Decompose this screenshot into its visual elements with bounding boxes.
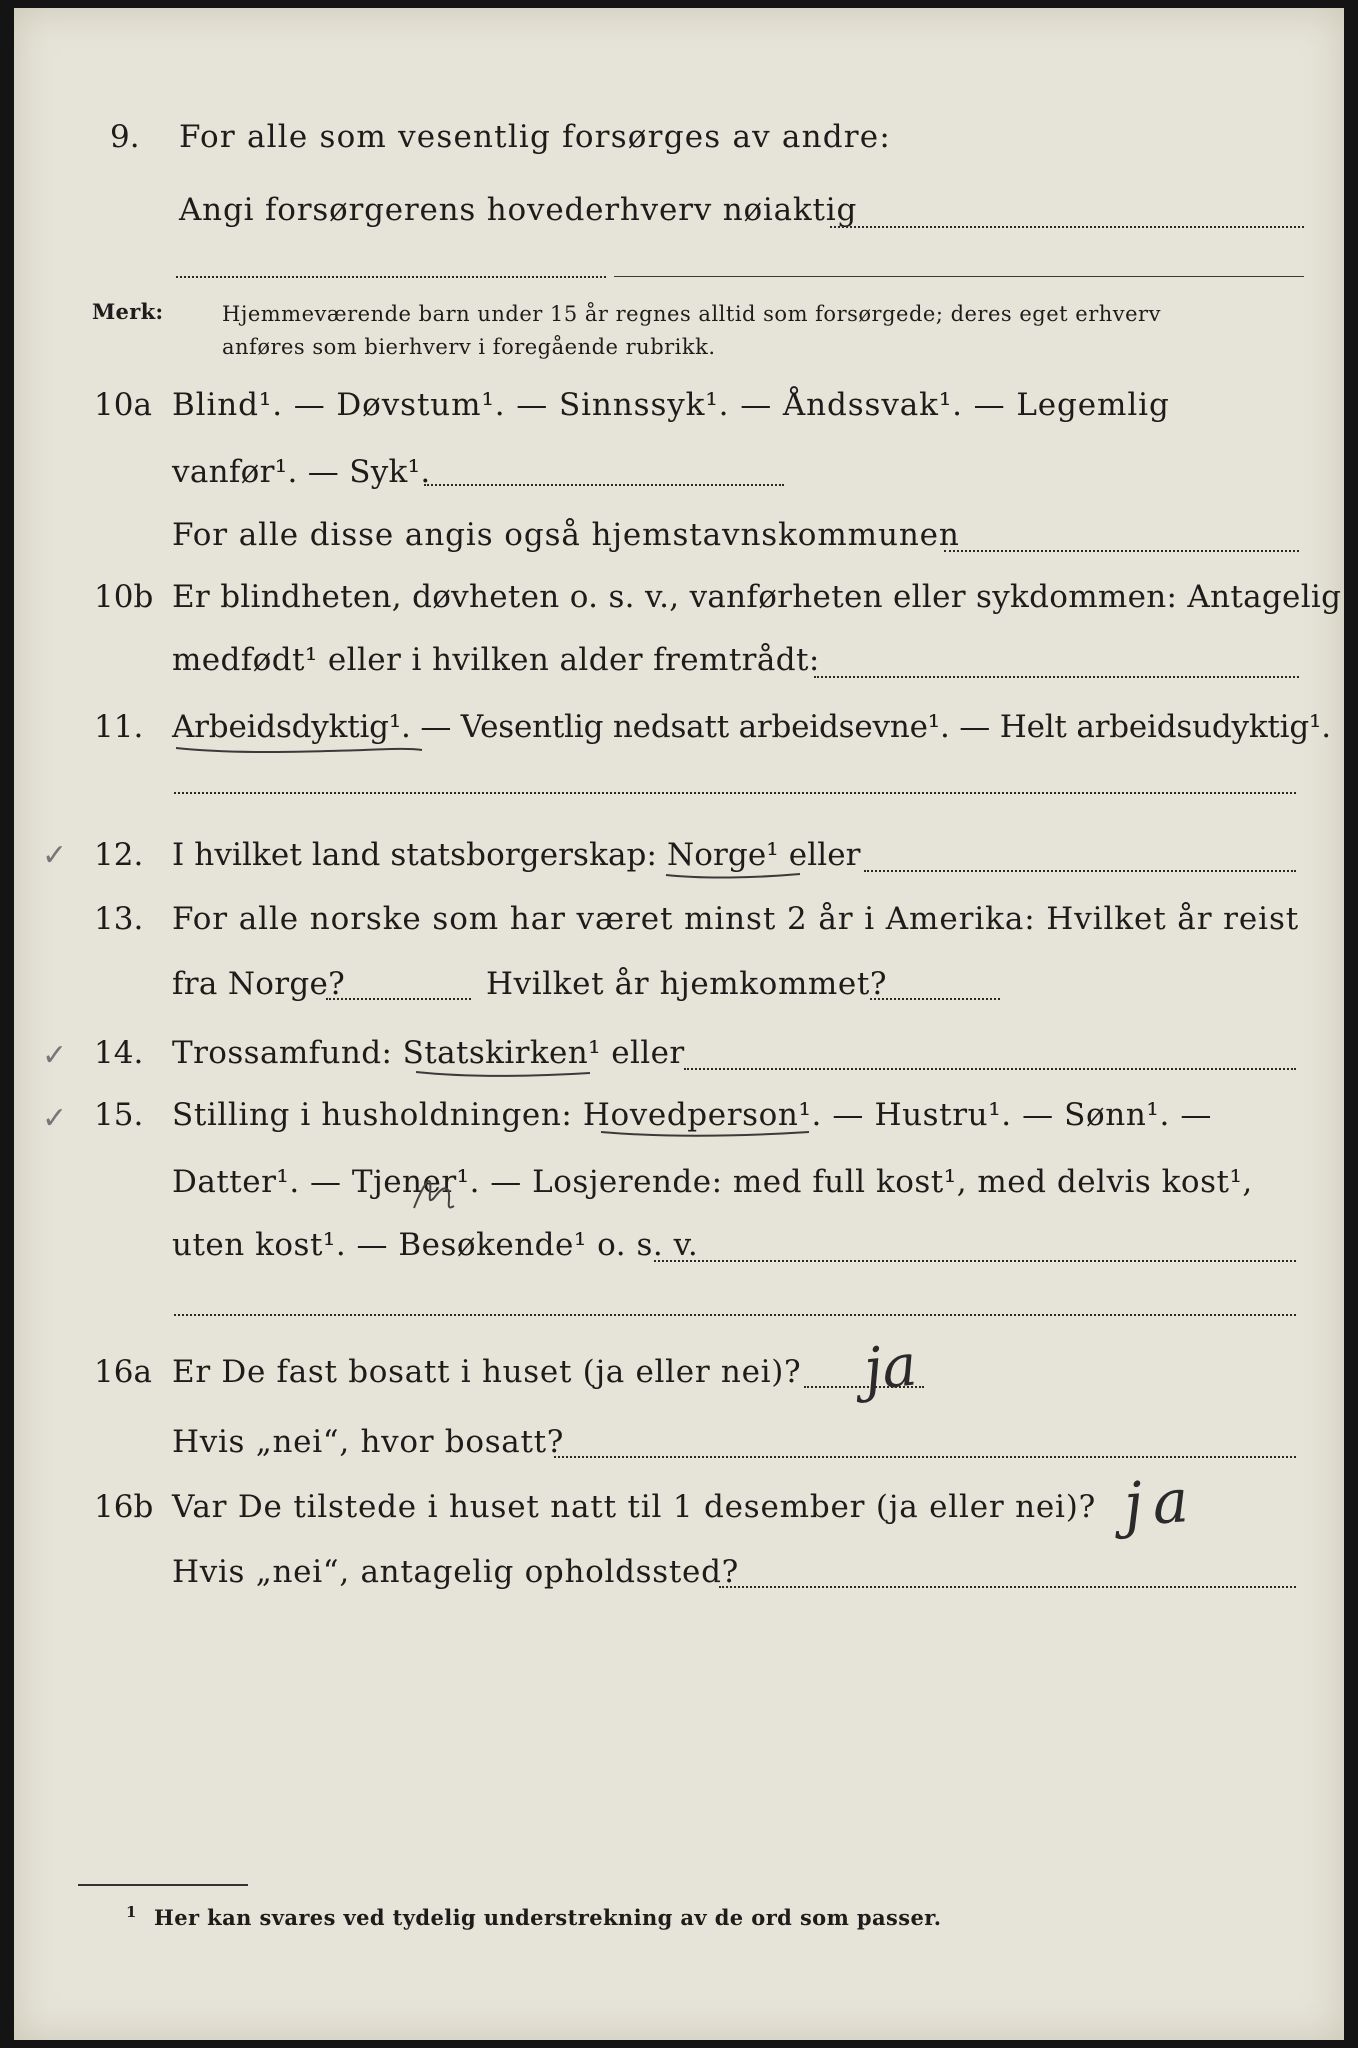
q13-line2b: Hvilket år hjemkommet? bbox=[486, 966, 888, 1002]
q15-answer-line-2[interactable] bbox=[174, 1314, 1296, 1316]
q16b-handwritten-answer: ja bbox=[1121, 1465, 1201, 1541]
q15-margin-check-icon: ✓ bbox=[42, 1101, 68, 1136]
q11-number: 11. bbox=[94, 709, 144, 745]
q11-answer-line[interactable] bbox=[174, 792, 1296, 794]
q9-answer-line[interactable] bbox=[830, 226, 1304, 228]
q13-line1: For alle norske som har været minst 2 år i Amerika: Hvilket år reist bbox=[172, 901, 1300, 937]
q10a-line3: For alle disse angis også hjemstavnskommunen bbox=[172, 517, 960, 553]
q13-line2a: fra Norge? bbox=[172, 966, 346, 1002]
q10b-line1: Er blindheten, døvheten o. s. v., vanførheten eller sykdommen: Antagelig bbox=[172, 579, 1342, 615]
footnote-rule bbox=[78, 1884, 248, 1886]
q16a-line1: Er De fast bosatt i huset (ja eller nei)? bbox=[172, 1354, 802, 1390]
q12-answer-line[interactable] bbox=[864, 870, 1296, 872]
q16b-line2: Hvis „nei“, antagelig opholdssted? bbox=[172, 1554, 739, 1590]
q14-text: Trossamfund: Statskirken¹ eller bbox=[172, 1035, 685, 1071]
merk-line2: anføres som bierhverv i foregående rubrikk. bbox=[222, 335, 716, 359]
q9-line2: Angi forsørgerens hovederhverv nøiaktig bbox=[179, 192, 858, 228]
q9-answer-line-2a[interactable] bbox=[176, 276, 606, 278]
q13-hjem-answer-line[interactable] bbox=[870, 998, 1000, 1000]
q14-number: 14. bbox=[94, 1035, 144, 1071]
q10a-line2: vanfør¹. — Syk¹. bbox=[172, 454, 431, 490]
q14-statskirken-underline bbox=[414, 1066, 594, 1080]
q12-number: 12. bbox=[94, 837, 144, 873]
q10a-number: 10a bbox=[94, 387, 152, 423]
footnote-mark: 1 bbox=[126, 1903, 137, 1921]
q16a-line2: Hvis „nei“, hvor bosatt? bbox=[172, 1424, 565, 1460]
q16b-line1: Var De tilstede i huset natt til 1 desember (ja eller nei)? bbox=[172, 1489, 1097, 1525]
census-form-page bbox=[14, 8, 1344, 2040]
q15-answer-line[interactable] bbox=[654, 1260, 1296, 1262]
merk-label: Merk: bbox=[92, 299, 164, 324]
q13-reist-answer-line[interactable] bbox=[326, 998, 471, 1000]
q15-line1: Stilling i husholdningen: Hovedperson¹. — Hustru¹. — Sønn¹. — bbox=[172, 1097, 1212, 1133]
q11-text: Arbeidsdyktig¹. — Vesentlig nedsatt arbeidsevne¹. — Helt arbeidsudyktig¹. bbox=[172, 709, 1331, 745]
q10a-answer-line[interactable] bbox=[944, 550, 1299, 552]
q15-line3: uten kost¹. — Besøkende¹ o. s. v. bbox=[172, 1227, 699, 1263]
q12-norge-underline bbox=[664, 868, 804, 882]
q15-hovedperson-underline bbox=[599, 1126, 814, 1140]
q15-line2: Datter¹. — Tjener¹. — Losjerende: med full kost¹, med delvis kost¹, bbox=[172, 1164, 1253, 1200]
q15-number: 15. bbox=[94, 1097, 144, 1133]
q10b-line2: medfødt¹ eller i hvilken alder fremtrådt: bbox=[172, 642, 820, 678]
q16a-number: 16a bbox=[94, 1354, 152, 1390]
merk-line1: Hjemmeværende barn under 15 år regnes alltid som forsørgede; deres eget erhverv bbox=[222, 302, 1161, 326]
q10b-number: 10b bbox=[94, 579, 154, 615]
q12-margin-check-icon: ✓ bbox=[42, 838, 68, 873]
q10a-line1: Blind¹. — Døvstum¹. — Sinnssyk¹. — Åndssvak¹. — Legemlig bbox=[172, 387, 1170, 423]
q9-number: 9. bbox=[110, 119, 140, 155]
q11-handwritten-underline bbox=[174, 742, 424, 756]
q16b-number: 16b bbox=[94, 1489, 154, 1525]
q9-answer-line-2b[interactable] bbox=[614, 276, 1304, 277]
footnote-text: Her kan svares ved tydelig understrekning av de ord som passer. bbox=[154, 1905, 942, 1930]
q16a-handwritten-answer: ja bbox=[860, 1330, 920, 1404]
q16a-bosatt-answer-line[interactable] bbox=[554, 1456, 1296, 1458]
q10b-answer-line[interactable] bbox=[814, 676, 1299, 678]
q15-handwritten-mark bbox=[404, 1168, 484, 1228]
q16b-answer-line[interactable] bbox=[719, 1586, 1296, 1588]
q13-number: 13. bbox=[94, 901, 144, 937]
q14-answer-line[interactable] bbox=[684, 1068, 1296, 1070]
q9-line1: For alle som vesentlig forsørges av andre: bbox=[179, 119, 891, 155]
q12-text: I hvilket land statsborgerskap: Norge¹ eller bbox=[172, 837, 861, 873]
q14-margin-check-icon: ✓ bbox=[42, 1038, 68, 1073]
q10a-syk-answer-line[interactable] bbox=[424, 484, 784, 486]
